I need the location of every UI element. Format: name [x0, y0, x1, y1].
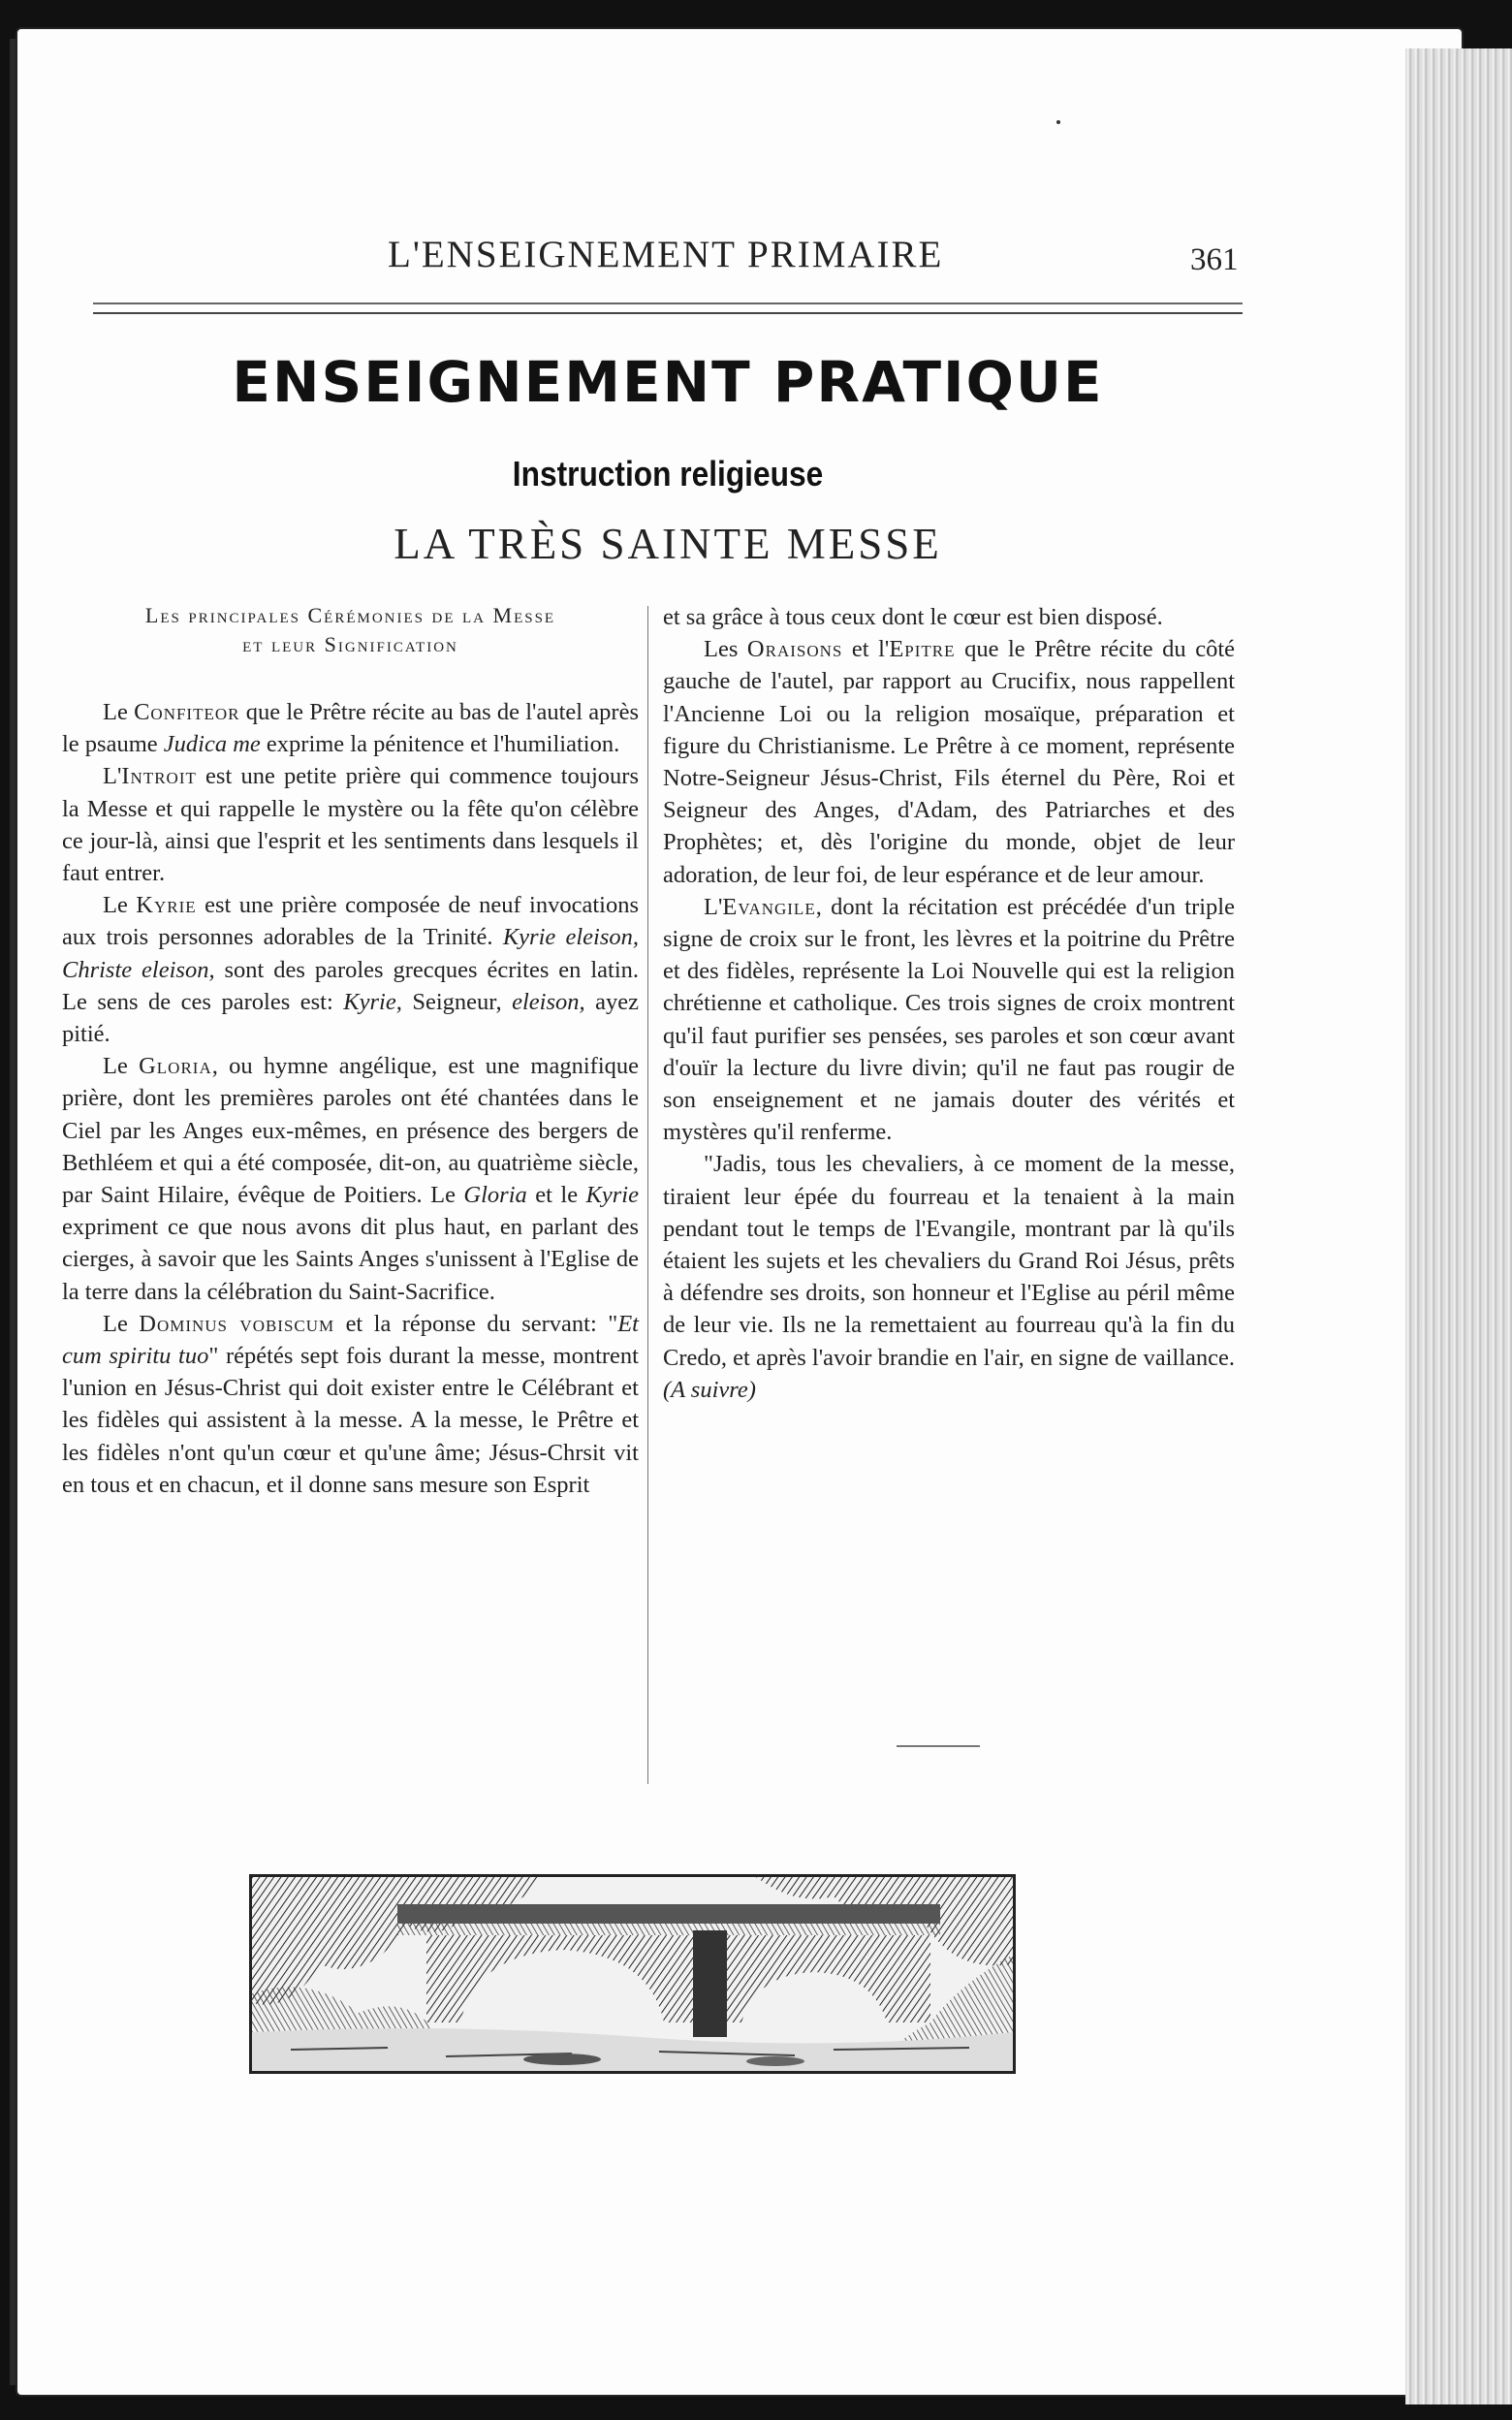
section-heading-line-2: et leur Signification: [242, 632, 458, 656]
term-confiteor: Confiteor: [134, 699, 240, 725]
paragraph-confiteor: Le Confiteor que le Prêtre récite au bas de l'autel après le psaume Judica me exprime la pénitence et l'humiliation.: [62, 699, 639, 758]
section-heading-line-1: Les principales Cérémonies de la Messe: [144, 603, 556, 627]
end-rule: [897, 1745, 980, 1747]
term-kyrie: Kyrie: [136, 892, 197, 919]
paragraph-evangile: L'Evangile, dont la récitation est précédée d'un triple signe de croix sur le front, les lèvres et la poitrine du Prêtre et des fidèles, représente la Loi Nouvelle qui est la religion chrétienne et catholique. Ces trois signes de croix montrent qu'il faut purifier ses pensées, ses paroles et son cœur avant d'ouïr la lecture du livre divin; qu'il ne faut pas rougir de son enseignement et ne jamais douter des vérités et mystères qu'il renferme.: [663, 893, 1235, 1146]
term-epitre: Epitre: [889, 636, 956, 663]
paragraph-gloria: Le Gloria, ou hymne angélique, est une magnifique prière, dont les premières paroles ont été chantées dans le Ciel par les Anges eux-mêmes, en présence des bergers de Bethléem et qui a été composée, dit-on, au quatrième siècle, par Saint Hilaire, évêque de Poitiers. Le Gloria et le Kyrie expriment ce que nous avons dit plus haut, en parlant des cierges, à savoir que les Saints Anges s'unissent à l'Eglise de la terre dans la célébration du Saint-Sacrifice.: [62, 1053, 640, 1305]
term-dominus-vobiscum: Dominus vobiscum: [139, 1310, 335, 1337]
page-number: 361: [1190, 242, 1239, 277]
column-divider: [647, 606, 648, 1784]
ink-speck: [1056, 120, 1060, 124]
term-gloria: Gloria: [139, 1053, 212, 1080]
section-heading: [62, 601, 639, 659]
to-follow-note: (A suivre): [663, 1376, 756, 1403]
running-head: L'ENSEIGNEMENT PRIMAIRE: [388, 234, 944, 275]
bridge-engraving: [249, 1874, 1016, 2074]
paragraph-continuation: et sa grâce à tous ceux dont le cœur est bien disposé.: [663, 604, 1163, 630]
article-title: LA TRÈS SAINTE MESSE: [394, 520, 942, 568]
paragraph-oraisons: Les Oraisons et l'Epitre que le Prêtre récite du côté gauche de l'autel, par rapport au Crucifix, nous rappellent l'Ancienne Loi ou la religion mosaïque, préparation et figure du Christianisme. Le Prêtre à ce moment, représente Notre-Seigneur Jésus-Christ, Fils éternel du Père, Roi et Seigneur des Anges, d'Adam, des Patriarches et des Prophètes; et, dès l'origine du monde, objet de leur adoration, de leur foi, de leur espérance et de leur amour.: [663, 636, 1236, 888]
paragraph-chevaliers: "Jadis, tous les chevaliers, à ce moment de la messe, tiraient leur épée du fourreau et la tenaient à la main pendant tout le temps de l'Evangile, montrant par là qu'ils étaient les sujets et les chevaliers du Grand Roi Jésus, prêts à défendre ses droits, son honneur et l'Eglise au péril même de leur vie. Ils ne la remettaient au fourreau qu'à la fin du Credo, et après l'avoir brandie en l'air, en signe de vaillance. (A suivre): [663, 1151, 1235, 1403]
main-title: ENSEIGNEMENT PRATIQUE: [232, 349, 1104, 415]
latin-phrase: Judica me: [163, 731, 261, 758]
term-oraisons: Oraisons: [746, 636, 843, 663]
paragraph-introit: L'Introit est une petite prière qui commence toujours la Messe et qui rappelle le mystère ou la fête qu'on célèbre ce jour-là, ainsi que l'esprit et les sentiments dans lesquels il faut entrer.: [62, 763, 639, 887]
bridge-engraving-art: [252, 1877, 1013, 2071]
left-column: [62, 601, 639, 1501]
right-column: [663, 601, 1235, 1406]
term-evangile: Evangile: [722, 893, 816, 920]
section-subtitle: Instruction religieuse: [512, 454, 824, 494]
header-rule: [93, 302, 1243, 314]
paragraph-dominus-vobiscum: Le Dominus vobiscum et la réponse du servant: "Et cum spiritu tuo" répétés sept fois durant la messe, montrent l'union en Jésus-Christ qui doit exister entre le Célébrant et les fidèles qui assistent à la messe. A la messe, le Prêtre et les fidèles n'ont qu'un cœur et qu'une âme; Jésus-Chrsit vit en tous et en chacun, et il donne sans mesure son Esprit: [62, 1310, 639, 1498]
paragraph-kyrie: Le Kyrie est une prière composée de neuf invocations aux trois personnes adorables de la Trinité. Kyrie eleison, Christe eleison, sont des paroles grecques écrites en latin. Le sens de ces paroles est: Kyrie, Seigneur, eleison, ayez pitié.: [62, 892, 640, 1048]
term-introit: Introit: [121, 763, 197, 790]
page-stack-edge: [1405, 48, 1512, 2404]
